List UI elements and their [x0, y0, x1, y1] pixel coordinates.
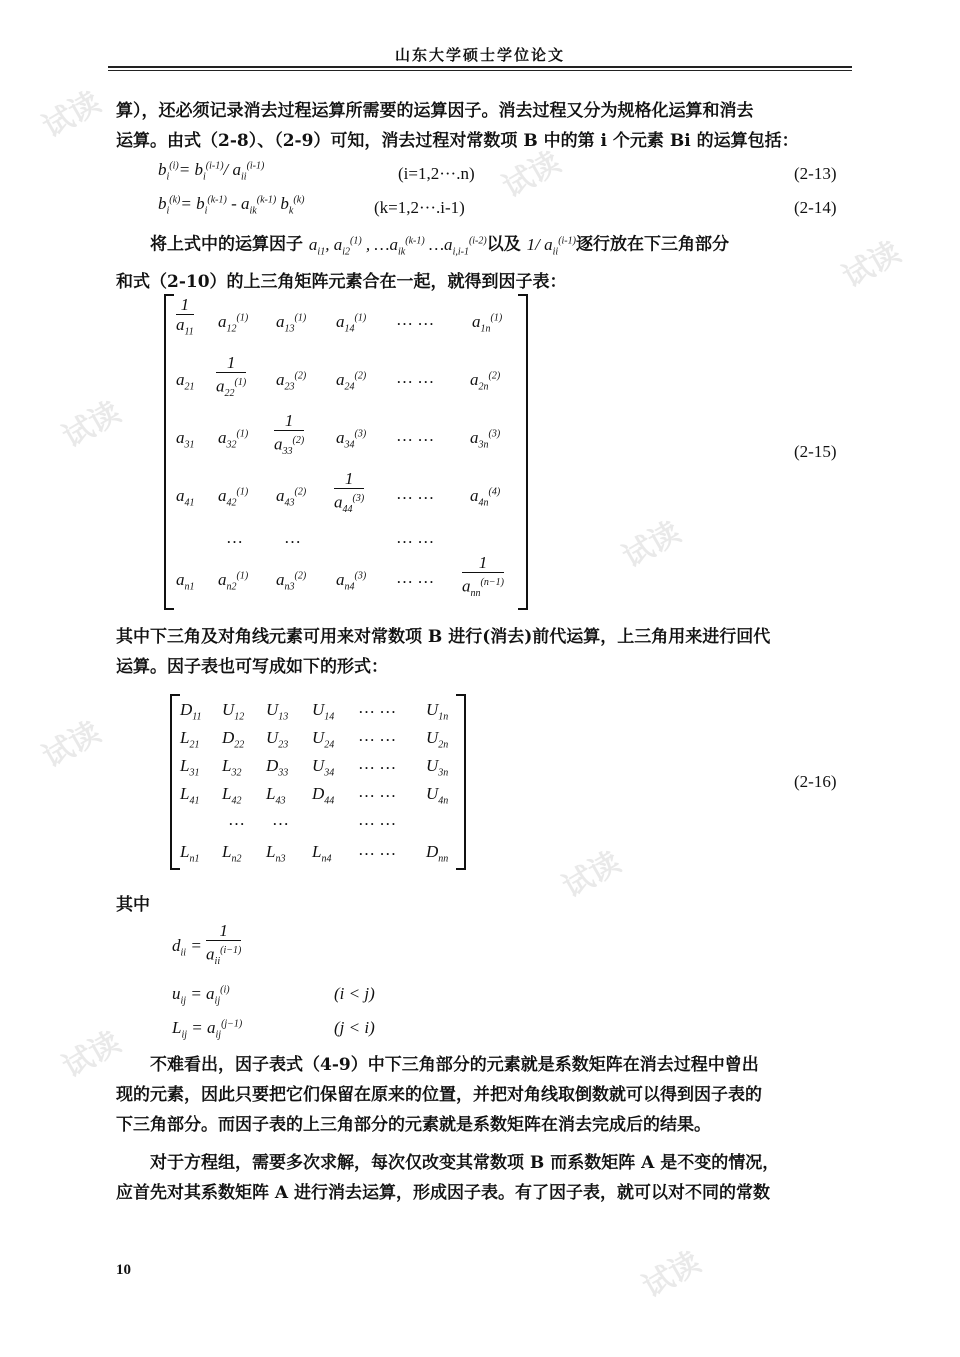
- factor-reciprocal: 1/ $a_{ii}^{(i-1)}$: [526, 234, 576, 258]
- matrix-cell: … …: [358, 810, 397, 829]
- factor-paragraph: [116, 226, 854, 297]
- matrix-cell: … …: [358, 782, 397, 801]
- matrix-cell: $U_{2n}$: [426, 728, 449, 751]
- matrix-cell: $L_{n3}$: [266, 842, 286, 865]
- header-rule-thin: [108, 70, 852, 71]
- matrix-cell: …: [228, 810, 245, 829]
- matrix-2-15: [164, 294, 528, 610]
- matrix-cell: $a_{1n}^{(1)}$: [472, 312, 503, 335]
- matrix-cell: $L_{42}$: [222, 784, 242, 807]
- matrix-cell: $a_{13}^{(1)}$: [276, 312, 307, 335]
- matrix-cell: $a_{n1}$: [176, 570, 195, 593]
- page-number: 10: [116, 1262, 131, 1278]
- matrix-cell: $L_{41}$: [180, 784, 200, 807]
- matrix-cell: $U_{13}$: [266, 700, 289, 723]
- factor-line-2: 和式（2-10）的上三角矩阵元素合在一起，就得到因子表：: [116, 272, 567, 293]
- equation-2-14: $b_i^{(k)}= b_i^{(k-1)} - a_{ik}^{(k-1)}$ $b_k^{(k)}$: [158, 194, 305, 217]
- matrix-cell: $\frac{1}{a_{nn}^{(n-1)}}$: [462, 553, 504, 600]
- matrix-cell: $L_{32}$: [222, 756, 242, 779]
- matrix-left-bracket: [164, 294, 174, 610]
- definition-u-condition: (i < j): [334, 984, 375, 1003]
- para2-line-2: 应首先对其系数矩阵 A 进行消去运算，形成因子表。有了因子表，就可以对不同的常数: [116, 1183, 771, 1203]
- matrix-cell: $a_{n3}^{(2)}$: [276, 570, 307, 593]
- matrix-cell: $\frac{1}{a_{44}^{(3)}}$: [334, 469, 365, 516]
- matrix-right-bracket: [456, 694, 466, 870]
- matrix-cell: $L_{21}$: [180, 728, 200, 751]
- matrix-2-16: [170, 694, 466, 870]
- matrix-cell: $a_{24}^{(2)}$: [336, 370, 367, 393]
- matrix-cell: $L_{31}$: [180, 756, 200, 779]
- matrix-cell: $a_{34}^{(3)}$: [336, 428, 367, 451]
- matrix-cell: $a_{3n}^{(3)}$: [470, 428, 501, 451]
- matrix-cell: … …: [396, 528, 435, 547]
- para1-line-2: 现的元素，因此只要把它们保留在原来的位置，并把对角线取倒数就可以得到因子表的: [116, 1085, 762, 1105]
- where-label: 其中: [116, 895, 150, 915]
- matrix-cell: … …: [358, 726, 397, 745]
- matrix-cell: $U_{3n}$: [426, 756, 449, 779]
- equation-2-15-number: (2-15): [794, 442, 837, 461]
- intro-line-1: 算），还必须记录消去过程运算所需要的运算因子。消去过程又分为规格化运算和消去: [116, 101, 754, 121]
- matrix-cell: $a_{14}^{(1)}$: [336, 312, 367, 335]
- matrix-cell: $U_{24}$: [312, 728, 335, 751]
- matrix-cell: $a_{21}$: [176, 370, 195, 393]
- matrix-cell: $U_{12}$: [222, 700, 245, 723]
- matrix-cell: $a_{n2}^{(1)}$: [218, 570, 249, 593]
- definition-d: $d_{ii}$ = $\frac{1}{a_{ii}^{(i-1)}}$: [172, 921, 242, 968]
- watermark: 试读: [637, 1244, 707, 1306]
- watermark: 试读: [837, 234, 907, 296]
- watermark: 试读: [37, 84, 107, 146]
- intro-paragraph: [116, 96, 854, 156]
- watermark: 试读: [557, 844, 627, 906]
- matrix-cell: $a_{4n}^{(4)}$: [470, 486, 501, 509]
- para1-line-3: 下三角部分。而因子表的上三角部分的元素就是系数矩阵在消去完成后的结果。: [116, 1115, 711, 1135]
- matrix-cell: $a_{41}$: [176, 486, 195, 509]
- watermark: 试读: [57, 1024, 127, 1086]
- matrix-cell: $a_{43}^{(2)}$: [276, 486, 307, 509]
- watermark: 试读: [37, 714, 107, 776]
- matrix-cell: $L_{n4}$: [312, 842, 332, 865]
- closing-paragraph-1: [116, 1050, 854, 1140]
- header-rule: [108, 66, 852, 68]
- matrix-cell: $\frac{1}{a_{33}^{(2)}}$: [274, 411, 305, 458]
- definition-l: $L_{ij} = a_{ij}^{(j-1)}$: [172, 1018, 243, 1041]
- factor-line-1-end: 以及: [486, 234, 521, 255]
- closing-paragraph-2: [116, 1148, 854, 1208]
- after-15-line-1: 其中下三角及对角线元素可用来对常数项 B 进行(消去)前代运算，上三角用来进行回代: [116, 627, 771, 647]
- page-header: 山东大学硕士学位论文: [394, 46, 565, 64]
- matrix-cell: …: [226, 528, 243, 547]
- matrix-cell: $L_{n2}$: [222, 842, 242, 865]
- matrix-cell: … …: [358, 754, 397, 773]
- matrix-cell: $U_{34}$: [312, 756, 335, 779]
- matrix-right-bracket: [518, 294, 528, 610]
- matrix-cell: $U_{23}$: [266, 728, 289, 751]
- para1-line-1: 不难看出，因子表式（4-9）中下三角部分的元素就是系数矩阵在消去过程中曾出: [150, 1055, 759, 1075]
- para2-line-1: 对于方程组，需要多次求解，每次仅改变其常数项 B 而系数矩阵 A 是不变的情况，: [150, 1153, 780, 1173]
- equation-2-13-condition: (i=1,2···.n): [398, 164, 475, 183]
- matrix-cell: … …: [396, 568, 435, 587]
- matrix-cell: $L_{43}$: [266, 784, 286, 807]
- matrix-cell: $D_{44}$: [312, 784, 335, 807]
- intro-line-2: 运算。由式（2-8）、（2-9）可知，消去过程对常数项 B 中的第 i 个元素 Bi 的运算包括：: [116, 131, 799, 151]
- matrix-left-bracket: [170, 694, 180, 870]
- matrix-cell: $a_{n4}^{(3)}$: [336, 570, 367, 593]
- factor-line-1-tail: 逐行放在下三角部分: [575, 234, 729, 255]
- matrix-cell: $a_{32}^{(1)}$: [218, 428, 249, 451]
- matrix-cell: $U_{4n}$: [426, 784, 449, 807]
- matrix-cell: $a_{2n}^{(2)}$: [470, 370, 501, 393]
- matrix-cell: … …: [396, 310, 435, 329]
- equation-2-13: $b_i^{(i)}= b_i^{(i-1)}/$ $a_{ii}^{(i-1)}$: [158, 160, 265, 183]
- matrix-cell: $D_{33}$: [266, 756, 289, 779]
- watermark: 试读: [497, 144, 567, 206]
- matrix-cell: $\frac{1}{a_{11}}$: [176, 295, 194, 338]
- matrix-cell: … …: [358, 840, 397, 859]
- equation-2-14-number: (2-14): [794, 198, 837, 217]
- matrix-cell: $D_{11}$: [180, 700, 202, 723]
- matrix-cell: … …: [358, 698, 397, 717]
- matrix-cell: $U_{1n}$: [426, 700, 449, 723]
- matrix-cell: … …: [396, 484, 435, 503]
- after-matrix-paragraph: [116, 622, 854, 682]
- definition-u: $u_{ij} = a_{ij}^{(i)}$: [172, 984, 230, 1007]
- matrix-cell: $D_{22}$: [222, 728, 245, 751]
- matrix-cell: …: [284, 528, 301, 547]
- equation-2-13-number: (2-13): [794, 164, 837, 183]
- matrix-cell: $L_{n1}$: [180, 842, 200, 865]
- matrix-cell: …: [272, 810, 289, 829]
- matrix-cell: $a_{42}^{(1)}$: [218, 486, 249, 509]
- definition-l-condition: (j < i): [334, 1018, 375, 1037]
- matrix-cell: $a_{31}$: [176, 428, 195, 451]
- matrix-cell: $a_{12}^{(1)}$: [218, 312, 249, 335]
- matrix-cell: $D_{nn}$: [426, 842, 449, 865]
- matrix-cell: … …: [396, 368, 435, 387]
- factor-symbols: $a_{i1}$, $a_{i2}^{(1)}$ , $\dots a_{ik}^{(k-1)}$ $\dots a_{i,i-1}^{(i-2)}$: [308, 234, 487, 258]
- matrix-cell: $U_{14}$: [312, 700, 335, 723]
- equation-2-14-condition: (k=1,2···.i-1): [374, 198, 465, 217]
- matrix-cell: $a_{23}^{(2)}$: [276, 370, 307, 393]
- equation-2-16-number: (2-16): [794, 772, 837, 791]
- matrix-cell: … …: [396, 426, 435, 445]
- watermark: 试读: [57, 394, 127, 456]
- matrix-cell: $\frac{1}{a_{22}^{(1)}}$: [216, 353, 247, 400]
- watermark: 试读: [617, 514, 687, 576]
- factor-line-1-start: 将上式中的运算因子: [150, 234, 303, 255]
- after-15-line-2: 运算。因子表也可写成如下的形式：: [116, 657, 388, 677]
